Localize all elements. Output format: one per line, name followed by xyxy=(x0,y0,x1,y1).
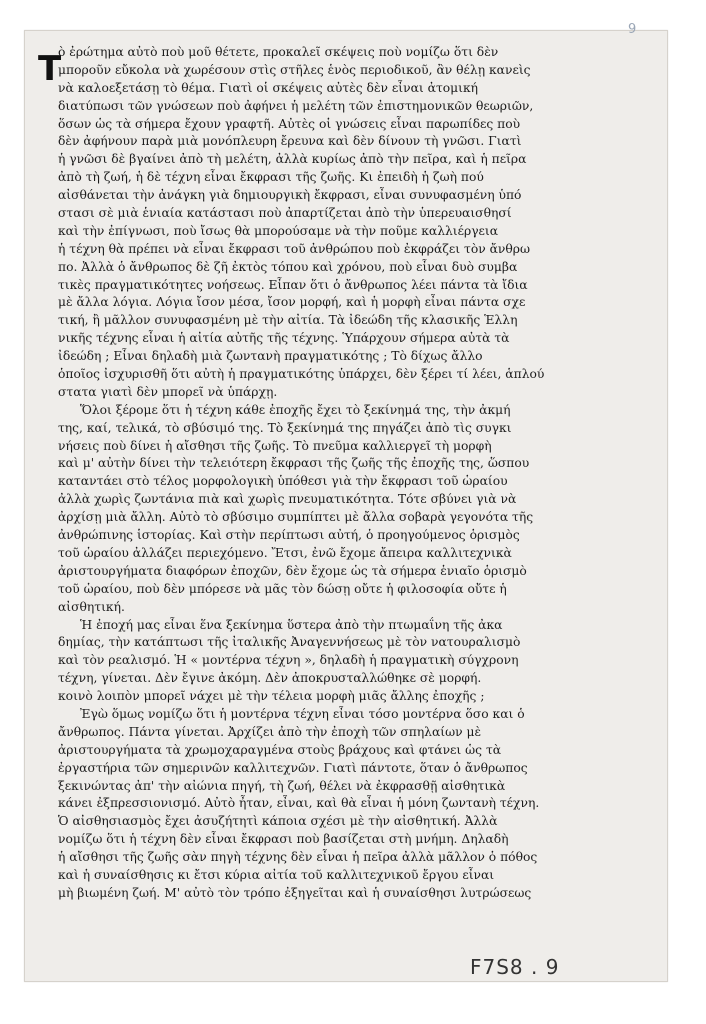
text-line: καταντάει στὸ τέλος μορφολογικὴ ὑπόθεσι γιὰ τὴν ἔκφρασι τοῦ ὡραίου xyxy=(58,474,508,489)
text-line: της, καί, τελικά, τὸ σβύσιμό της. Τὸ ξεκίνημά της πηγάζει ἀπὸ τὶς συγκι xyxy=(58,420,512,435)
text-line: αἰσθάνεται τὴν ἀνάγκη γιὰ δημιουργικὴ ἔκφρασι, εἶναι συνυφασμένη ὑπό xyxy=(58,188,522,203)
text-line: Ὁ αἰσθησιασμὸς ἔχει ἀσυζήτητὶ κάποια σχέσι μὲ τὴν αἰσθητική. Ἀλλὰ xyxy=(58,814,498,829)
text-line: τοῦ ὡραίου ἀλλάζει περιεχόμενο. Ἔτσι, ἐνῶ ἔχομε ἄπειρα καλλιτεχνικὰ xyxy=(58,545,512,560)
text-line: νικῆς τέχνης εἶναι ἡ αἰτία αὐτῆς τῆς τέχνης. Ὑπάρχουν σήμερα αὐτὰ τὰ xyxy=(58,331,510,346)
text-line: Ὅλοι ξέρομε ὅτι ἡ τέχνη κάθε ἐποχῆς ἔχει τὸ ξεκίνημά της, τὴν ἀκμή xyxy=(80,402,511,417)
text-line: μὲ ἄλλα λόγια. Λόγια ἴσον μέσα, ἴσον μορφή, καὶ ἡ μορφὴ εἶναι πάντα σχε xyxy=(58,295,526,310)
text-line: πο. Ἀλλὰ ὁ ἄνθρωπος δὲ ζῆ ἐκτὸς τόπου καὶ χρόνου, ποὺ εἶναι δυὸ συμβα xyxy=(58,259,518,274)
text-line: ὁποῖος ἰσχυρισθῆ ὅτι αὐτὴ ἡ πραγματικότης ὑπάρχει, δὲν ξέρει τί λέει, ἁπλού xyxy=(58,367,545,382)
text-line: κοινὸ λοιπὸν μπορεῖ νάχει μὲ τὴν τέλεια μορφὴ μιᾶς ἄλλης ἐποχῆς ; xyxy=(58,689,485,704)
text-line: ἡ τέχνη θὰ πρέπει νὰ εἶναι ἔκφρασι τοῦ ἀνθρώπου ποὺ ἐκφράζει τὸν ἄνθρω xyxy=(58,241,531,256)
text-line: ἡ αἴσθησι τῆς ζωῆς σὰν πηγὴ τέχνης δὲν εἶναι ἡ πεῖρα ἀλλὰ μᾶλλον ὁ πόθος xyxy=(58,850,538,865)
text-line: νὰ καλοεξετάσῃ τὸ θέμα. Γιατὶ οἱ σκέψεις αὐτὲς δὲν εἶναι ἀτομική xyxy=(58,80,479,95)
text-line: στατα γιατὶ δὲν μπορεῖ νὰ ὑπάρχῃ. xyxy=(58,384,278,399)
text-line: δημίας, τὴν κατάπτωσι τῆς ἰταλικῆς Ἀναγεννήσεως μὲ τὸν νατουραλισμὸ xyxy=(58,635,521,650)
text-line: ἀνθρώπινης ἱστορίας. Καὶ στὴν περίπτωσι αὐτή, ὁ προηγούμενος ὁρισμὸς xyxy=(58,528,520,543)
text-line: διατύπωσι τῶν γνώσεων ποὺ ἀφήνει ἡ μελέτη τῶν ἐπιστημονικῶν θεωριῶν, xyxy=(58,98,534,113)
text-line: ἐργαστήρια τῶν σημερινῶν καλλιτεχνῶν. Γιατὶ πάντοτε, ὅταν ὁ ἄνθρωπος xyxy=(58,760,528,775)
text-line: νομίζω ὅτι ἡ τέχνη δὲν εἶναι ἔκφρασι ποὺ βασίζεται στὴ μνήμη. Δηλαδὴ xyxy=(58,832,509,847)
text-line: ἀρχίσῃ μιὰ ἄλλη. Αὐτὸ τὸ σβύσιμο συμπίπτει μὲ ἄλλα σοβαρὰ γεγονότα τῆς xyxy=(58,510,534,525)
handwritten-page-number: 9 xyxy=(628,22,637,37)
text-line: Ἐγὼ ὅμως νομίζω ὅτι ἡ μοντέρνα τέχνη εἶναι τόσο μοντέρνα ὅσο και ὁ xyxy=(80,706,525,721)
text-line: καὶ ἡ συναίσθησις κι ἔτσι κύρια αἰτία τοῦ καλλιτεχνικοῦ ἔργου εἶναι xyxy=(58,867,495,882)
text-line: ὸ ἐρώτημα αὐτὸ ποὺ μοῦ θέτετε, προκαλεῖ σκέψεις ποὺ νομίζω ὅτι δὲν xyxy=(58,45,499,59)
text-line: ἀπὸ τὴ ζωή, ἡ δὲ τέχνη εἶναι ἔκφρασι τῆς ζωῆς. Κι ἐπειδὴ ἡ ζωὴ πού xyxy=(58,170,484,185)
text-line: κάνει ἐξπρεσσιονισμό. Αὐτὸ ἦταν, εἶναι, καὶ θὰ εἶναι ἡ μόνη ζωντανὴ τέχνη. xyxy=(58,796,540,811)
drop-cap-letter: T xyxy=(38,49,62,89)
text-line xyxy=(58,903,658,921)
text-line: ἄνθρωπος. Πάντα γίνεται. Ἀρχίζει ἀπὸ τὴν ἐποχὴ τῶν σπηλαίων μὲ xyxy=(58,724,482,739)
text-line: ἡ γνῶσι δὲ βγαίνει ἀπὸ τὴ μελέτη, ἀλλὰ κυρίως ἀπὸ τὴν πεῖρα, καὶ ἡ πεῖρα xyxy=(58,152,527,167)
text-line: μὴ βιωμένη ζωή. Μ' αὐτὸ τὸν τρόπο ἐξηγεῖται καὶ ἡ συναίσθησι λυτρώσεως xyxy=(58,885,532,900)
article-text xyxy=(58,44,658,921)
text-line: καὶ μ' αὐτὴν δίνει τὴν τελειότερη ἔκφρασι τῆς ζωῆς τῆς ἐποχῆς της, ὥσπου xyxy=(58,456,530,471)
text-line: τοῦ ὡραίου, ποὺ δὲν μπόρεσε νὰ μᾶς τὸν δώσῃ οὔτε ἡ φιλοσοφία οὔτε ἡ xyxy=(58,581,507,596)
text-line: ἀριστουργήματα διαφόρων ἐποχῶν, δὲν ἔχομε ὡς τὰ σήμερα ἑνιαῖο ὁρισμὸ xyxy=(58,563,527,578)
text-line: ἰδεώδη ; Εἶναι δηλαδὴ μιὰ ζωντανὴ πραγματικότης ; Τὸ δίχως ἄλλο xyxy=(58,349,483,364)
text-line: νήσεις ποὺ δίνει ἡ αἴσθησι τῆς ζωῆς. Τὸ πνεῦμα καλλιεργεῖ τὴ μορφὴ xyxy=(58,438,492,453)
text-line: τική, ἢ μᾶλλον συνυφασμένη μὲ τὴν αἰτία. Τὰ ἰδεώδη τῆς κλασικῆς Ἑλλη xyxy=(58,313,518,328)
text-line: τέχνη, γίνεται. Δὲν ἔγινε ἀκόμη. Δὲν ἀποκρυσταλλώθηκε σὲ μορφή. xyxy=(58,671,482,686)
text-line: ἀριστουργήματα τὰ χρωμοχαραγμένα στοὺς βράχους καὶ φτάνει ὡς τὰ xyxy=(58,742,502,757)
handwritten-archive-note: F7S8 . 9 xyxy=(470,955,560,979)
text-line: αἰσθητική. xyxy=(58,599,125,614)
text-line: ὅσων ὡς τὰ σήμερα ἔχουν γραφτῆ. Αὐτὲς οἱ γνώσεις εἶναι παρωπίδες ποὺ xyxy=(58,116,521,131)
text-line: ἀλλὰ χωρὶς ζωντάνια πιὰ καὶ χωρὶς πνευματικότητα. Τότε σβύνει γιὰ νὰ xyxy=(58,492,517,507)
text-line: στασι σὲ μιὰ ἑνιαία κατάστασι ποὺ ἀπαρτίζεται ἀπὸ τὴν ὑπερευαισθησί xyxy=(58,206,512,221)
text-line: δὲν ἀφήνουν παρὰ μιὰ μονόπλευρη ἔρευνα καὶ δὲν δίνουν τὴ γνῶσι. Γιατὶ xyxy=(58,134,522,149)
text-line: καὶ τὸν ρεαλισμό. Ἡ « μοντέρνα τέχνη », δηλαδὴ ἡ πραγματικὴ σύγχρονη xyxy=(58,653,519,668)
text-line: μποροῦν εὔκολα νὰ χωρέσουν στὶς στῆλες ἑνὸς περιοδικοῦ, ἂν θέλῃ κανεὶς xyxy=(58,62,531,77)
text-line: Ἡ ἐποχή μας εἶναι ἕνα ξεκίνημα ὕστερα ἀπὸ τὴν πτωμαΐνη τῆς ἀκα xyxy=(80,617,503,632)
text-line: τικὲς πραγματικότητες νοήσεως. Εἶπαν ὅτι ὁ ἄνθρωπος λέει πάντα τὰ ἴδια xyxy=(58,277,528,292)
text-line: ξεκινώντας ἀπ' τὴν αἰώνια πηγή, τὴ ζωή, θέλει νὰ ἐκφρασθῇ αἰσθητικὰ xyxy=(58,778,506,793)
text-line: καὶ τὴν ἐπίγνωσι, ποὺ ἴσως θὰ μπορούσαμε νὰ τὴν ποῦμε καλλιέργεια xyxy=(58,223,499,238)
